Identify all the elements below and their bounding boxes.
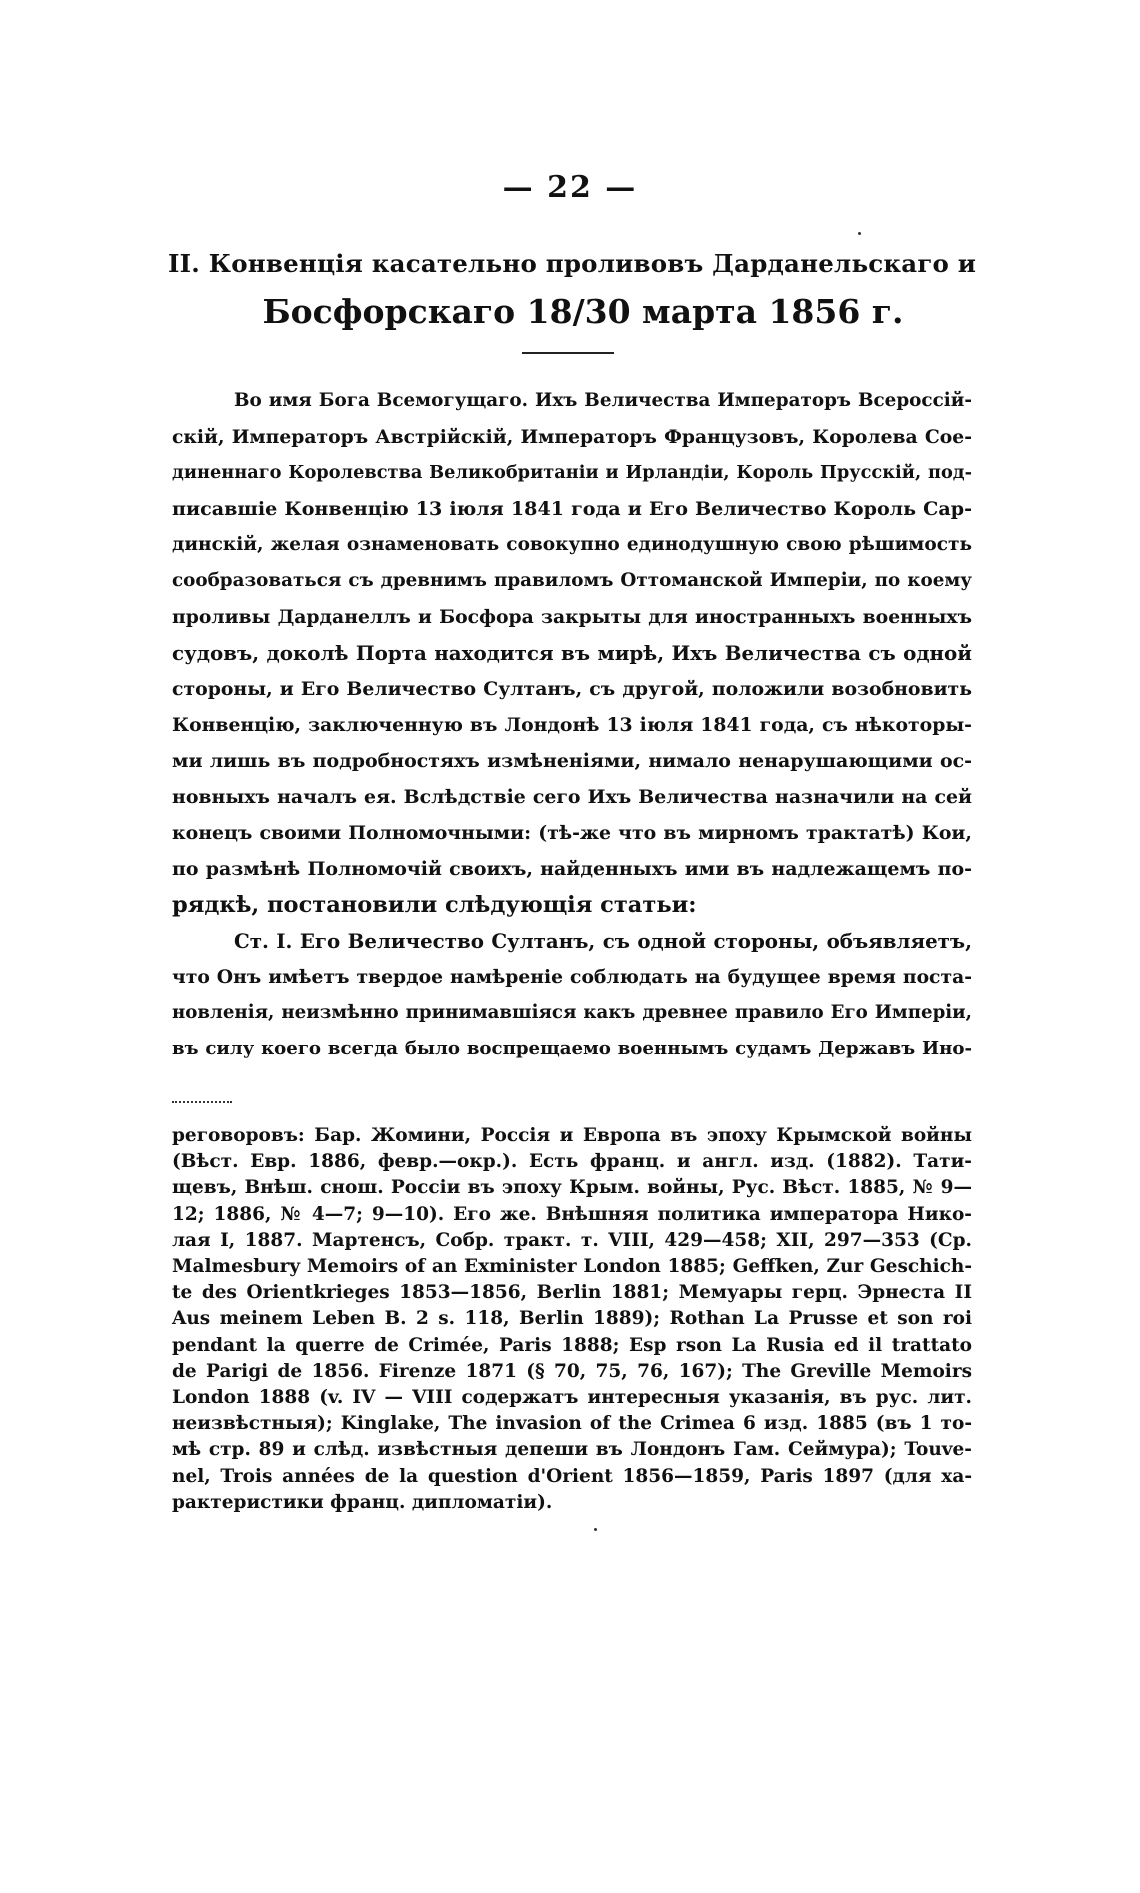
footnote-line: щевъ, Внѣш. снош. Россіи въ эпоху Крым. войны, Рус. Вѣст. 1885, № 9— [172,1177,972,1199]
scan-speck [858,232,861,235]
body-line: судовъ, доколѣ Порта находится въ мирѣ, Ихъ Величества съ одной [172,641,972,665]
body-line: новныхъ началъ ея. Вслѣдствіе сего Ихъ Величества назначили на сей [172,786,972,808]
footnote-line: Aus meinem Leben B. 2 s. 118, Berlin 1889); Rothan La Prusse et son roi [172,1308,972,1330]
footnote-line: 12; 1886, № 4—7; 9—10). Его же. Внѣшняя политика императора Нико- [172,1203,972,1225]
footnote-line: Malmesbury Memoirs of an Exminister London 1885; Geffken, Zur Geschich- [172,1256,972,1278]
body-line: Во имя Бога Всемогущаго. Ихъ Величества Императоръ Всероссій- [234,390,972,411]
footnote-line: рактеристики франц. дипломатіи). [172,1491,553,1513]
footnote-line: London 1888 (v. IV — VIII содержатъ интересныя указанія, въ рус. лит. [172,1387,972,1409]
scan-speck [594,1528,597,1531]
body-line: скій, Императоръ Австрійскій, Императоръ Французовъ, Королева Сое- [172,426,972,448]
body-line: сообразоваться съ древнимъ правиломъ Оттоманской Имперіи, по коему [172,570,972,591]
footnote-line: nel, Trois années de la question d'Orient 1856—1859, Paris 1897 (для ха- [172,1465,972,1487]
body-line: писавшіе Конвенцію 13 іюля 1841 года и Его Величество Король Сар- [172,497,972,520]
page-number: — 22 — [502,170,638,205]
footnote-line: реговоровъ: Бар. Жомини, Россія и Европа въ эпоху Крымской войны [172,1125,972,1146]
body-line: стороны, и Его Величество Султанъ, съ другой, положили возобновить [172,678,972,700]
article-1-line: Ст. I. Его Величество Султанъ, съ одной стороны, объявляетъ, [234,929,972,953]
section-heading-line-1: II. Конвенція касательно проливовъ Дарданельскаго и [168,249,977,278]
body-line: диненнаго Королевства Великобританіи и Ирландіи, Король Прусскій, под- [172,462,972,483]
footnote-line: te des Orientkrieges 1853—1856, Berlin 1881; Мемуары герц. Эрнеста II [172,1282,972,1304]
section-heading [168,240,978,336]
footnote-line: de Parigi de 1856. Firenze 1871 (§ 70, 75, 76, 167); The Greville Memoirs [172,1360,972,1382]
article-1-line: въ силу коего всегда было воспрещаемо военнымъ судамъ Державъ Ино- [172,1038,972,1059]
body-line: по размѣнѣ Полномочій своихъ, найденныхъ ими въ надлежащемъ по- [172,858,972,880]
footnote-line: неизвѣстныя); Kinglake, The invasion of the Crimea 6 изд. 1885 (въ 1 то- [172,1413,972,1435]
body-line: проливы Дарданеллъ и Босфора закрыты для иностранныхъ военныхъ [172,606,972,628]
footnote-line: pendant la querre de Crimée, Paris 1888; Esp rson La Rusia ed il trattato [172,1334,972,1356]
article-1-line: что Онъ имѣетъ твердое намѣреніе соблюдать на будущее время поста- [172,966,972,988]
body-line: Конвенцію, заключенную въ Лондонѣ 13 іюля 1841 года, съ нѣкоторы- [172,714,972,736]
footnote-line: лая I, 1887. Мартенсъ, Собр. тракт. т. VIII, 429—458; XII, 297—353 (Ср. [172,1229,972,1251]
footnotes [172,1123,972,1516]
body-line: рядкѣ, постановили слѣдующія статьи: [172,892,697,918]
heading-rule [522,352,614,354]
footnote-separator [172,1101,232,1103]
footnote-line: (Вѣст. Евр. 1886, февр.—окр.). Есть франц. и англ. изд. (1882). Тати- [172,1151,972,1173]
article-1-line: новленія, неизмѣнно принимавшіяся какъ древнее правило Его Имперіи, [172,1002,972,1023]
footnote-line: мѣ стр. 89 и слѣд. извѣстныя депеши въ Лондонъ Гам. Сеймура); Touve- [172,1439,972,1461]
body-text [172,383,972,1067]
body-line: динскій, желая ознаменовать совокупно единодушную свою рѣшимость [172,534,972,555]
section-heading-line-2: Босфорскаго 18/30 марта 1856 г. [262,292,904,331]
body-line: ми лишь въ подробностяхъ измѣненіями, нимало ненарушающими ос- [172,750,972,772]
body-line: конецъ своими Полномочными: (тѣ-же что въ мирномъ трактатѣ) Кои, [172,822,972,844]
